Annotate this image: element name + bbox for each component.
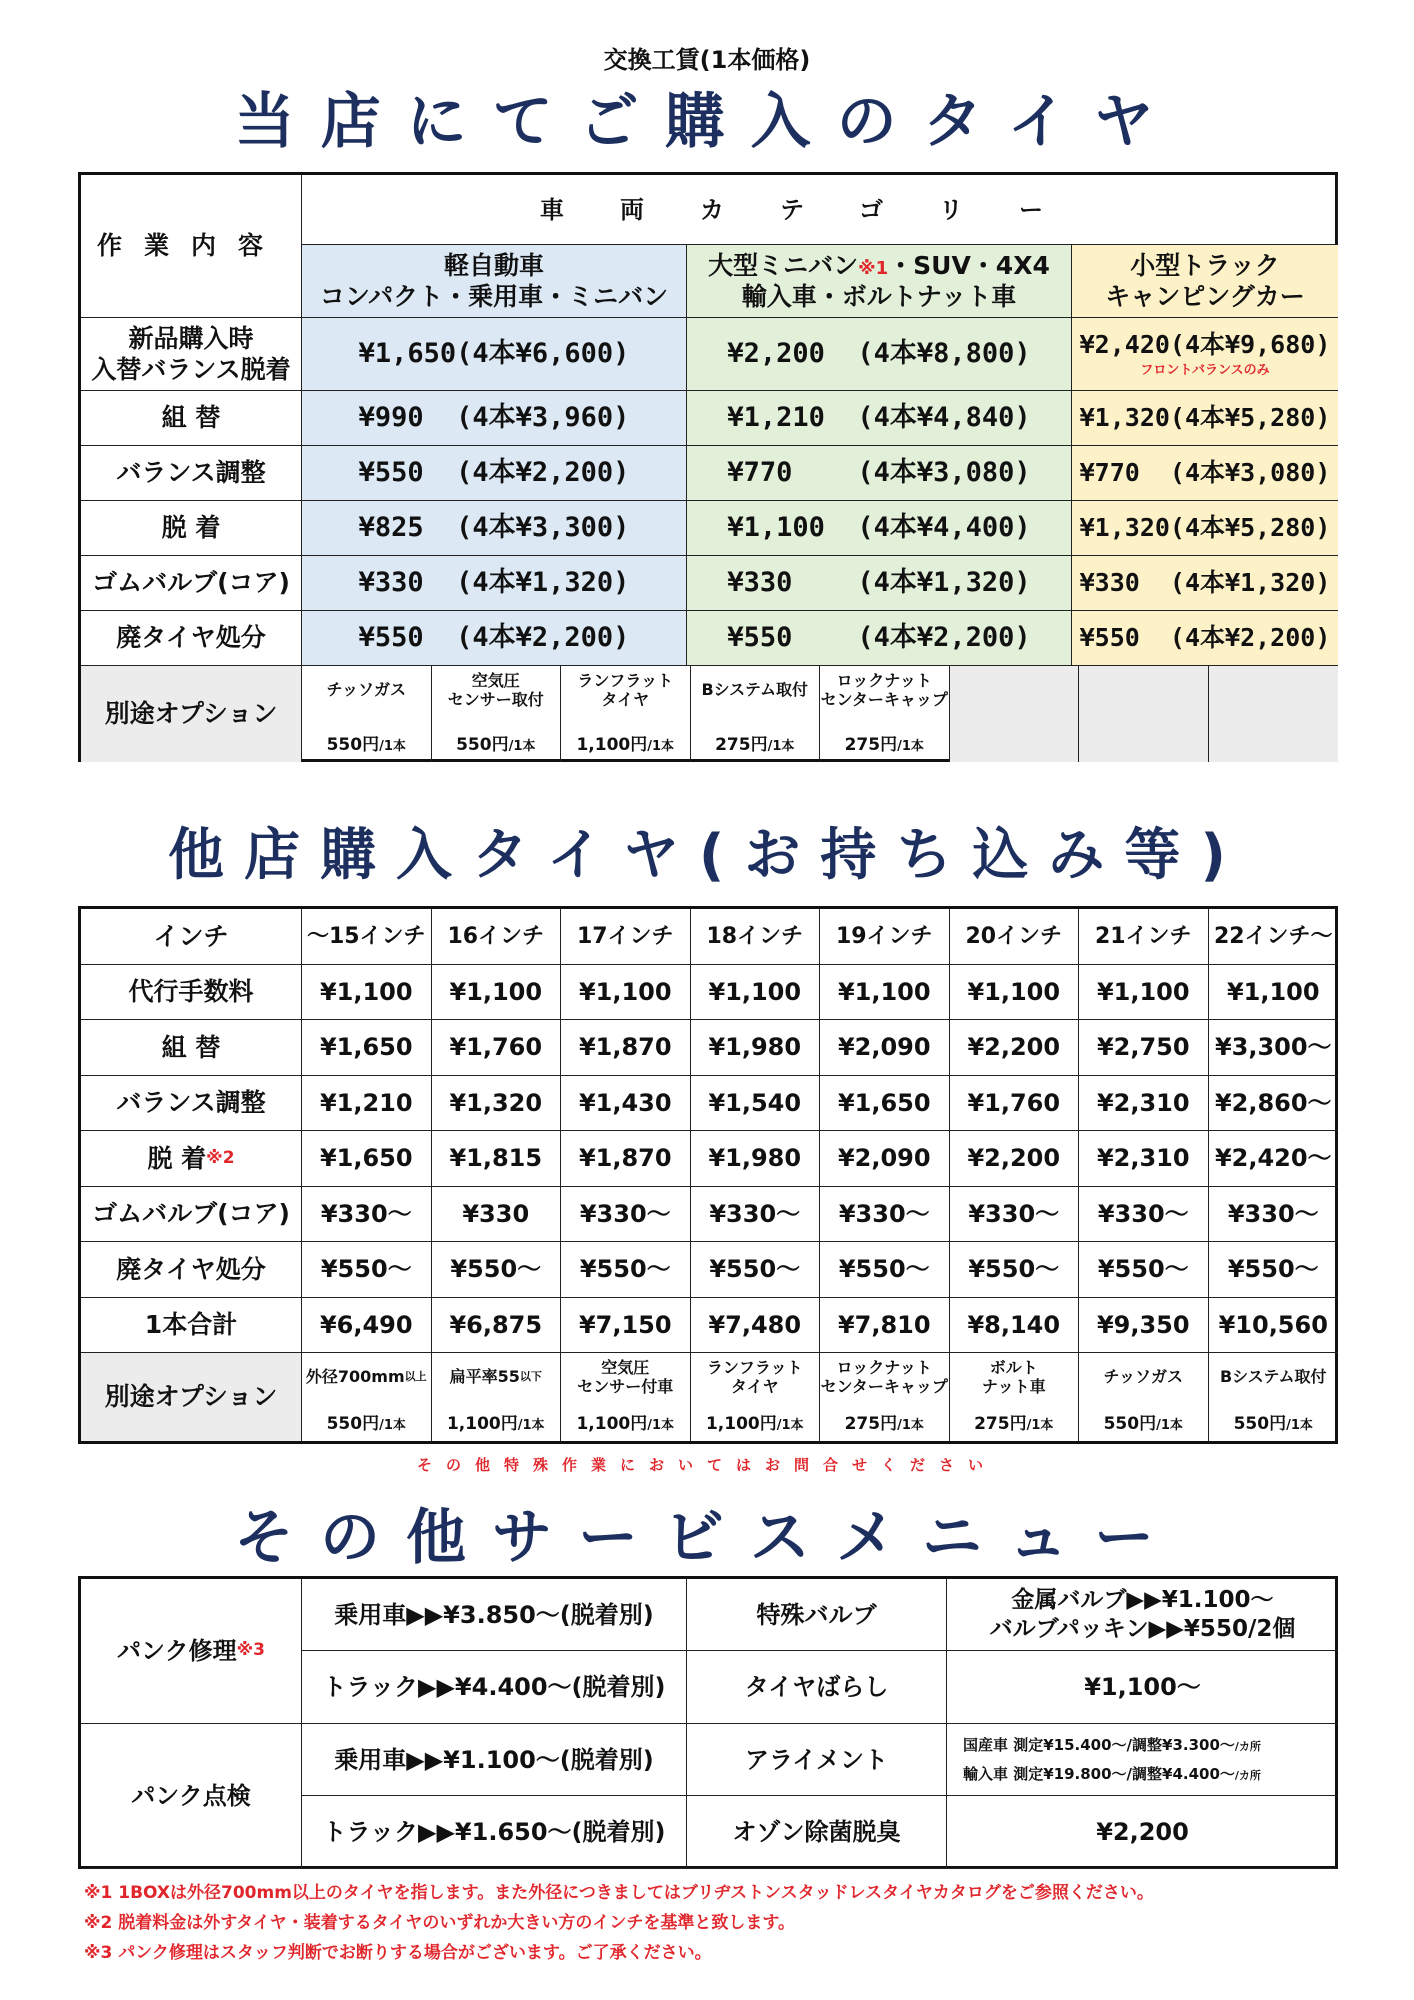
price-cell (687, 318, 1072, 391)
price-cell (1072, 501, 1338, 556)
unit: /1本 (1156, 1417, 1183, 1433)
price-cell: ¥1,320 (432, 1076, 562, 1132)
price-cell: ¥2,310 (1079, 1076, 1209, 1132)
price-cell: ¥1,100 (1079, 965, 1209, 1021)
price-cell: ¥2,200 (950, 1020, 1080, 1076)
option-price (845, 1414, 924, 1435)
price-value: ¥1,320(4本¥5,280) (1079, 513, 1331, 543)
option-cell (302, 666, 432, 762)
price-value: ¥770 (4本¥3,080) (727, 457, 1031, 489)
price: 550円 (1103, 1413, 1157, 1434)
row-label (81, 446, 302, 501)
row-label (81, 556, 302, 611)
row-label (81, 318, 302, 391)
unit: /1本 (517, 1417, 545, 1433)
price-cell: ¥1,870 (561, 1131, 691, 1187)
row-label-text: 新品購入時 (128, 323, 254, 353)
price-cell: ¥1,650 (820, 1076, 950, 1132)
price-value: ¥2,200 (4本¥8,800) (727, 338, 1031, 370)
price-cell: ¥1,980 (691, 1020, 821, 1076)
price-cell: ¥1,980 (691, 1131, 821, 1187)
price-cell (1072, 556, 1338, 611)
alignment: アライメント (687, 1724, 947, 1796)
unit: /1本 (897, 1417, 924, 1433)
price-cell (302, 446, 687, 501)
category-light (302, 245, 687, 318)
row-label-text: 廃タイヤ処分 (116, 623, 266, 653)
row-label-text: 1本合計 (144, 1310, 238, 1340)
unit: /1本 (1286, 1417, 1313, 1433)
option-price (1234, 1414, 1313, 1435)
option-empty (1079, 666, 1209, 762)
price-cell: ¥1,100 (691, 965, 821, 1021)
price-value: ¥550 (4本¥2,200) (358, 622, 630, 654)
price-cell (687, 611, 1072, 666)
row-label-text: バランス調整 (116, 458, 266, 488)
inch-size: 16インチ (432, 909, 562, 965)
price-cell (302, 318, 687, 391)
check-car: 乗用車▶▶¥1.100〜(脱着別) (302, 1724, 687, 1796)
price-cell: ¥1,650 (302, 1131, 432, 1187)
price-cell (302, 556, 687, 611)
option-cell (561, 1353, 691, 1441)
price-cell: ¥2,750 (1079, 1020, 1209, 1076)
price-cell: ¥330〜 (950, 1187, 1080, 1243)
inch-size: 18インチ (691, 909, 821, 965)
price-cell: ¥330〜 (1209, 1187, 1339, 1243)
puncture-check: パンク点検 (81, 1724, 302, 1869)
price-value: ¥1,650(4本¥6,600) (358, 338, 630, 370)
category-truck (1072, 245, 1338, 318)
special-valve: 特殊バルブ (687, 1579, 947, 1651)
price-cell: ¥2,420〜 (1209, 1131, 1339, 1187)
price-value: ¥330 (4本¥1,320) (1079, 568, 1331, 598)
option-cell (820, 1353, 950, 1441)
row-label (81, 1242, 302, 1298)
option-price (974, 1414, 1053, 1435)
price-value: ¥550 (4本¥2,200) (727, 622, 1031, 654)
unit: /1本 (647, 1417, 675, 1433)
suffix: 以下 (519, 1370, 542, 1384)
price: 1,100円 (576, 734, 648, 755)
row-label (81, 501, 302, 556)
price: 550円 (326, 734, 380, 755)
repair-truck: トラック▶▶¥4.400〜(脱着別) (302, 1651, 687, 1724)
cat1-line2: コンパクト・乗用車・ミニバン (319, 282, 669, 311)
price-cell: ¥10,560 (1209, 1298, 1339, 1354)
inch-size: 17インチ (561, 909, 691, 965)
subtitle: 交換工賃(1本価格) (603, 46, 811, 74)
footnote-3: ※3 パンク修理はスタッフ判断でお断りする場合がございます。ご了承ください。 (84, 1943, 712, 1963)
special-valve-price: 金属バルブ▶▶¥1.100〜 バルブパッキン▶▶¥550/2個 (947, 1579, 1338, 1651)
price: 550円 (326, 1413, 380, 1434)
price-cell: ¥330〜 (820, 1187, 950, 1243)
price-cell: ¥2,310 (1079, 1131, 1209, 1187)
unit: /1本 (897, 738, 924, 754)
price-cell: ¥1,760 (950, 1076, 1080, 1132)
option-label: 別途オプション (81, 1353, 302, 1441)
price-cell: ¥550〜 (302, 1242, 432, 1298)
price-cell: ¥7,480 (691, 1298, 821, 1354)
cat1-line1: 軽自動車 (443, 250, 544, 280)
row-label-text: 組 替 (161, 403, 221, 433)
option-price (845, 735, 924, 756)
suffix: 以上 (404, 1370, 427, 1384)
work-label: 作業内容 (81, 175, 302, 318)
price-cell: ¥2,200 (950, 1131, 1080, 1187)
option-label: 別途オプション (81, 666, 302, 762)
price-cell: ¥550〜 (561, 1242, 691, 1298)
price-cell (687, 556, 1072, 611)
price: 275円 (844, 1413, 898, 1434)
option-name: チッソガス (1103, 1367, 1184, 1387)
price-cell: ¥1,815 (432, 1131, 562, 1187)
option-name: Bシステム取付 (701, 680, 809, 700)
repair-car: 乗用車▶▶¥3.850〜(脱着別) (302, 1579, 687, 1651)
option-price (327, 735, 406, 756)
option-price (576, 735, 674, 756)
unit: /1本 (508, 738, 536, 754)
price-value: ¥550 (4本¥2,200) (1079, 623, 1331, 653)
price-cell: ¥2,090 (820, 1131, 950, 1187)
inquiry-notice: その他特殊作業においてはお問合せください (416, 1456, 997, 1474)
title-other-purchase: 他店購入タイヤ(お持ち込み等) (167, 823, 1247, 888)
price-cell: ¥330〜 (561, 1187, 691, 1243)
row-label-text: 代行手数料 (128, 977, 254, 1007)
price-value: ¥2,420(4本¥9,680) (1079, 330, 1331, 360)
option-name: 空気圧 センサー付車 (577, 1357, 674, 1396)
price-cell: ¥1,870 (561, 1020, 691, 1076)
price-cell: ¥330〜 (1079, 1187, 1209, 1243)
price: 550円 (1233, 1413, 1287, 1434)
option-price (576, 1414, 674, 1435)
price: 1,100円 (446, 1413, 518, 1434)
option-cell (1079, 1353, 1209, 1441)
price-cell: ¥550〜 (1079, 1242, 1209, 1298)
own-purchase-table (78, 172, 1338, 762)
price-cell: ¥1,100 (561, 965, 691, 1021)
price-cell: ¥7,810 (820, 1298, 950, 1354)
option-price (456, 735, 535, 756)
option-name: Bシステム取付 (1219, 1367, 1327, 1387)
row-label (81, 1131, 302, 1187)
price-value: ¥1,100 (4本¥4,400) (727, 512, 1031, 544)
other-purchase-table (78, 906, 1338, 1444)
row-label-text: ゴムバルブ(コア) (92, 1199, 290, 1229)
unit: /1本 (776, 1417, 804, 1433)
cat2-line2: 輸入車・ボルトナット車 (741, 282, 1017, 311)
inch-header-label: インチ (81, 909, 302, 965)
price-cell (1072, 391, 1338, 446)
price-cell: ¥1,100 (950, 965, 1080, 1021)
row-label (81, 965, 302, 1021)
price-value: ¥330 (4本¥1,320) (358, 567, 630, 599)
ozone-price: ¥2,200 (947, 1796, 1338, 1869)
unit: /1本 (379, 738, 406, 754)
price: 275円 (844, 734, 898, 755)
row-label-text: 脱 着 (147, 1143, 207, 1173)
option-name: ロックナット センターキャップ (820, 670, 948, 709)
price-value: ¥330 (4本¥1,320) (727, 567, 1031, 599)
price-cell (1072, 611, 1338, 666)
price-cell: ¥550〜 (691, 1242, 821, 1298)
row-label (81, 1187, 302, 1243)
cat3-line2: キャンピングカー (1105, 282, 1305, 311)
inch-size: 〜15インチ (302, 909, 432, 965)
price-cell: ¥9,350 (1079, 1298, 1209, 1354)
unit: /1本 (647, 738, 675, 754)
price: 275円 (974, 1413, 1027, 1434)
price-cell: ¥6,875 (432, 1298, 562, 1354)
alignment-price: 国産車 測定¥15.400〜/調整¥3.300〜/カ所 輸入車 測定¥19.800〜/調整¥4.400〜/カ所 (947, 1724, 1338, 1796)
services-table (78, 1576, 1338, 1869)
footnote-1: ※1 1BOXは外径700mm以上のタイヤを指します。また外径につきましてはブリヂストンスタッドレスタイヤカタログをご参照ください。 (84, 1883, 1154, 1903)
price: 275円 (715, 734, 768, 755)
row-label-text: ゴムバルブ(コア) (92, 568, 290, 598)
price-value: ¥1,320(4本¥5,280) (1079, 403, 1331, 433)
option-name: 空気圧 センサー取付 (447, 670, 544, 709)
option-cell (432, 666, 562, 762)
category-label: 車両カテゴリー (302, 175, 1338, 245)
unit: /1本 (767, 738, 795, 754)
option-cell (561, 666, 691, 762)
price: 1,100円 (705, 1413, 777, 1434)
unit: /1本 (379, 1417, 406, 1433)
row-label-text: 入替バランス脱着 (91, 355, 291, 384)
price-cell: ¥550〜 (820, 1242, 950, 1298)
option-cell (950, 1353, 1080, 1441)
price-cell: ¥1,100 (432, 965, 562, 1021)
price-cell (302, 501, 687, 556)
option-name: ロックナット センターキャップ (820, 1357, 948, 1396)
price-cell: ¥1,100 (302, 965, 432, 1021)
option-name: チッソガス (326, 680, 407, 700)
cat2-line1: 大型ミニバン※1・SUV・4X4 (708, 250, 1050, 280)
price-cell: ¥1,540 (691, 1076, 821, 1132)
price-cell (302, 611, 687, 666)
check-truck: トラック▶▶¥1.650〜(脱着別) (302, 1796, 687, 1869)
price-cell: ¥3,300〜 (1209, 1020, 1339, 1076)
unit: /1本 (1026, 1417, 1054, 1433)
title-other-services: その他サービスメニュー (234, 1503, 1180, 1573)
option-empty (1209, 666, 1339, 762)
option-name: ランフラット タイヤ (577, 670, 674, 709)
option-price (1104, 1414, 1183, 1435)
cat3-line1: 小型トラック (1130, 250, 1280, 280)
row-label (81, 1298, 302, 1354)
price-cell: ¥550〜 (950, 1242, 1080, 1298)
price-cell (1072, 446, 1338, 501)
option-cell (691, 1353, 821, 1441)
price-cell: ¥1,210 (302, 1076, 432, 1132)
option-cell (691, 666, 821, 762)
price-cell: ¥330〜 (691, 1187, 821, 1243)
option-name: ランフラット タイヤ (706, 1357, 803, 1396)
price-cell: ¥1,650 (302, 1020, 432, 1076)
row-label-text: バランス調整 (116, 1088, 266, 1118)
row-label (81, 611, 302, 666)
category-large (687, 245, 1072, 318)
option-cell (432, 1353, 562, 1441)
price: 550円 (456, 734, 509, 755)
row-label-text: 廃タイヤ処分 (116, 1254, 266, 1284)
row-label-text: 脱 着 (161, 513, 221, 543)
row-label-text: 組 替 (161, 1032, 221, 1062)
option-price (706, 1414, 804, 1435)
price-value: ¥990 (4本¥3,960) (358, 402, 630, 434)
option-name: ボルト ナット車 (981, 1357, 1046, 1396)
puncture-repair: パンク修理 ※3 (81, 1579, 302, 1724)
row-label (81, 1076, 302, 1132)
option-cell (1209, 1353, 1339, 1441)
option-cell (820, 666, 950, 762)
price-cell: ¥2,860〜 (1209, 1076, 1339, 1132)
price-cell: ¥1,760 (432, 1020, 562, 1076)
price-value: ¥770 (4本¥3,080) (1079, 458, 1331, 488)
tire-break-price: ¥1,100〜 (947, 1651, 1338, 1724)
inch-size: 21インチ (1079, 909, 1209, 965)
ozone: オゾン除菌脱臭 (687, 1796, 947, 1869)
price-cell (687, 446, 1072, 501)
tire-break: タイヤばらし (687, 1651, 947, 1724)
price-cell (1072, 318, 1338, 391)
price-cell (687, 391, 1072, 446)
price-cell: ¥1,100 (820, 965, 950, 1021)
price-note: フロントバランスのみ (1140, 362, 1270, 378)
price-cell: ¥550〜 (432, 1242, 562, 1298)
option-name: 外径700mm 以上 (305, 1367, 427, 1387)
price-cell: ¥330〜 (302, 1187, 432, 1243)
price-value: ¥1,210 (4本¥4,840) (727, 402, 1031, 434)
price-cell: ¥8,140 (950, 1298, 1080, 1354)
price-cell: ¥7,150 (561, 1298, 691, 1354)
title-own-purchase: 当店にてご購入のタイヤ (234, 87, 1180, 157)
inch-size: 22インチ〜 (1209, 909, 1339, 965)
price-value: ¥825 (4本¥3,300) (358, 512, 630, 544)
row-label (81, 1020, 302, 1076)
price-cell (302, 391, 687, 446)
option-cell (302, 1353, 432, 1441)
price-cell: ¥330 (432, 1187, 562, 1243)
footnote-2: ※2 脱着料金は外すタイヤ・装着するタイヤのいずれか大きい方のインチを基準と致します。 (84, 1913, 796, 1933)
row-label (81, 391, 302, 446)
option-price (447, 1414, 545, 1435)
option-empty (950, 666, 1080, 762)
price-cell: ¥2,090 (820, 1020, 950, 1076)
price-cell (687, 501, 1072, 556)
price-cell: ¥6,490 (302, 1298, 432, 1354)
price-cell: ¥1,100 (1209, 965, 1339, 1021)
inch-size: 20インチ (950, 909, 1080, 965)
price-cell: ¥1,430 (561, 1076, 691, 1132)
price: 1,100円 (576, 1413, 648, 1434)
option-price (715, 735, 794, 756)
inch-size: 19インチ (820, 909, 950, 965)
option-name: 扁平率55 以下 (449, 1367, 542, 1387)
note-mark: ※2 (206, 1147, 235, 1168)
price-cell: ¥550〜 (1209, 1242, 1339, 1298)
option-price (327, 1414, 406, 1435)
price-value: ¥550 (4本¥2,200) (358, 457, 630, 489)
